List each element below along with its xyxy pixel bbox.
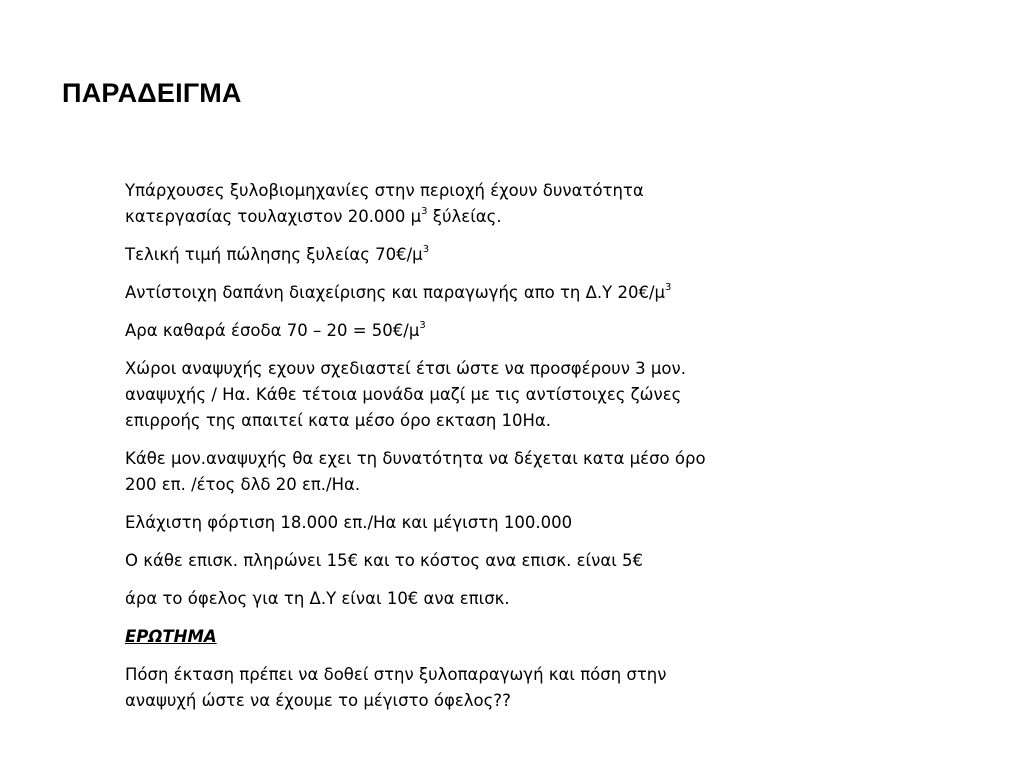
text-segment: Αρα καθαρά έσοδα 70 – 20 = 50€/μ — [125, 321, 420, 340]
text-line: Χώροι αναψυχής εχουν σχεδιαστεί έτσι ώστε να προσφέρουν 3 μον. — [125, 359, 686, 378]
paragraph-capacity — [125, 178, 825, 230]
text-line: επιρροής της απαιτεί κατα μέσο όρο εκταση 10Ηα. — [125, 411, 552, 430]
text-line: αναψυχής / Ηα. Κάθε τέτοια μονάδα μαζί με τις αντίστοιχες ζώνες — [125, 385, 682, 404]
slide-title: ΠΑΡΑΔΕΙΓΜΑ — [62, 78, 242, 108]
text-segment: Τελική τιμή πώλησης ξυλείας 70€/μ — [125, 245, 423, 264]
text-line: 200 επ. /έτος δλδ 20 επ./Ηα. — [125, 475, 361, 494]
text-line: Πόση έκταση πρέπει να δοθεί στην ξυλοπαραγωγή και πόση στην — [125, 665, 667, 684]
paragraph-sale-price — [125, 242, 825, 268]
text-line — [125, 204, 825, 230]
superscript: 3 — [421, 205, 428, 217]
text-segment: ξύλείας. — [427, 207, 502, 226]
text-line: Υπάρχουσες ξυλοβιομηχανίες στην περιοχή έχουν δυνατότητα — [125, 181, 644, 200]
slide-body — [125, 178, 825, 726]
text-line: Κάθε μον.αναψυχής θα εχει τη δυνατότητα να δέχεται κατα μέσο όρο — [125, 449, 706, 468]
paragraph-cost — [125, 280, 825, 306]
superscript: 3 — [422, 243, 430, 255]
text-segment: κατεργασίας τουλαχιστον 20.000 μ — [125, 207, 422, 226]
paragraph-question — [125, 662, 825, 714]
paragraph-visitors — [125, 446, 825, 498]
superscript: 3 — [419, 319, 426, 331]
superscript: 3 — [665, 281, 672, 293]
question-heading — [125, 624, 825, 650]
paragraph-recreation-units — [125, 356, 825, 434]
text-line: αναψυχή ώστε να έχουμε το μέγιστο όφελος?? — [125, 691, 511, 710]
paragraph-visitor-payment: Ο κάθε επισκ. πληρώνει 15€ και το κόστος ανα επισκ. είναι 5€ — [125, 551, 644, 570]
paragraph-net-income — [125, 318, 825, 344]
question-label: ΕΡΩΤΗΜΑ — [125, 627, 217, 646]
text-segment: Αντίστοιχη δαπάνη διαχείρισης και παραγωγής απο τη Δ.Υ 20€/μ — [125, 283, 666, 302]
paragraph-benefit: άρα το όφελος για τη Δ.Υ είναι 10€ ανα επισκ. — [125, 589, 510, 608]
paragraph-load: Ελάχιστη φόρτιση 18.000 επ./Ηα και μέγιστη 100.000 — [125, 513, 573, 532]
